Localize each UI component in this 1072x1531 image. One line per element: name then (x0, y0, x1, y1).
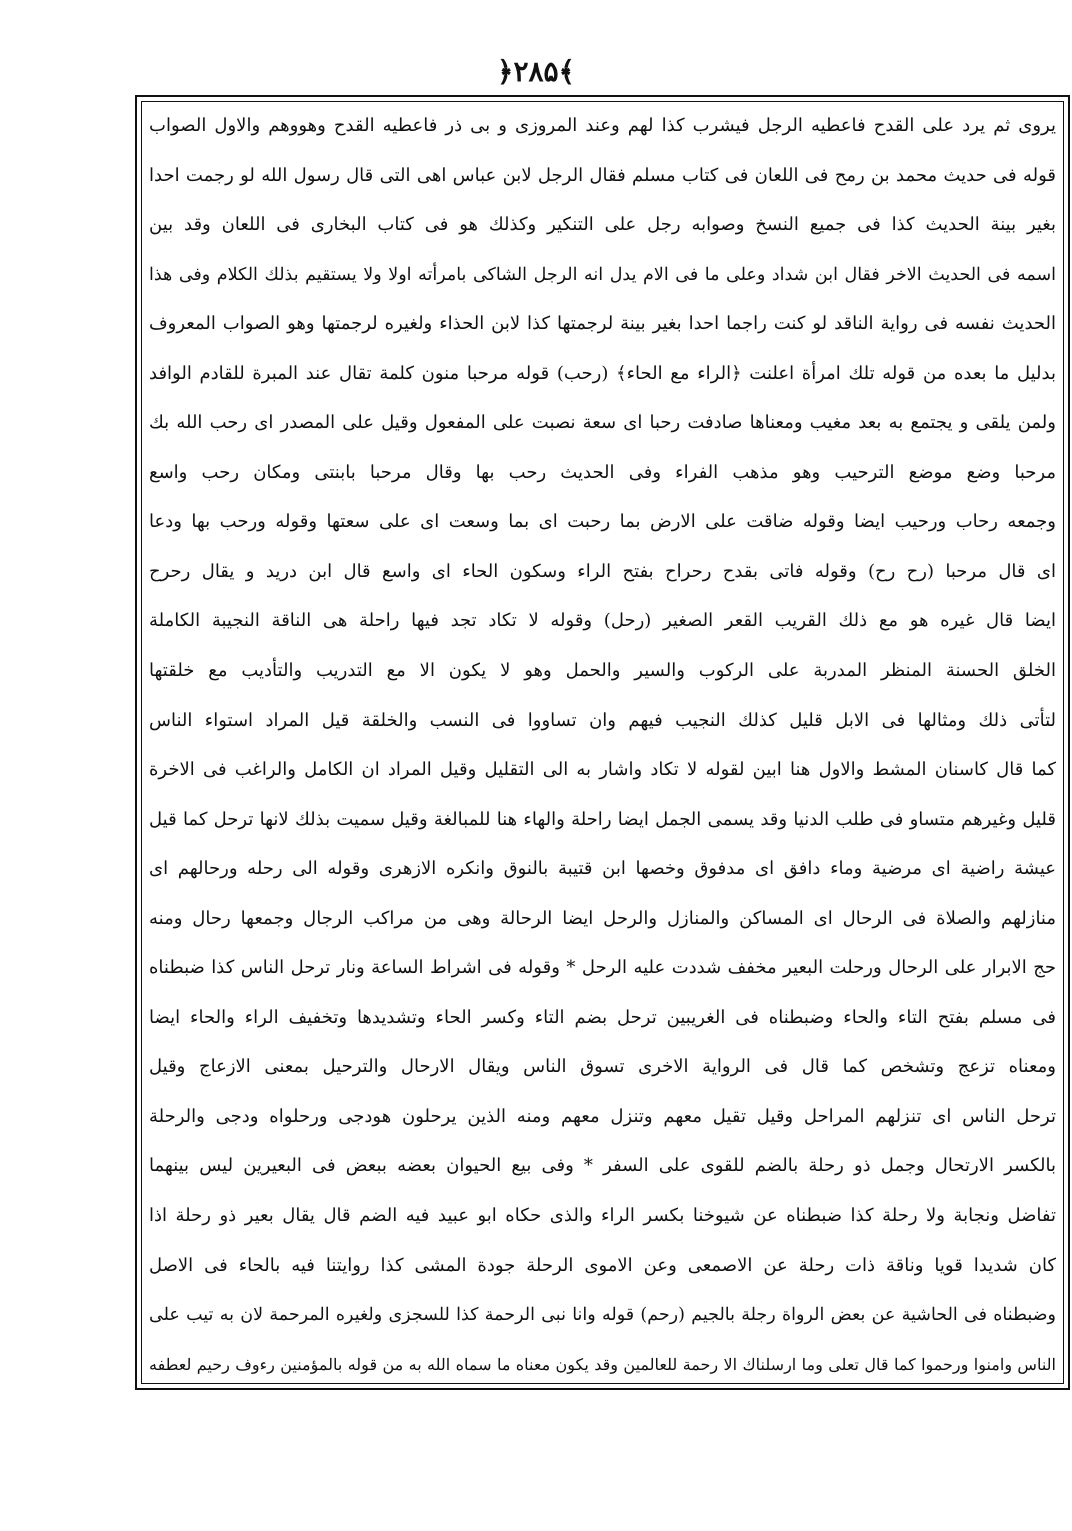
text-line: الخلق الحسنة المنظر المدربة على الركوب والسير والحمل وهو لا يكون الا مع التدريب والتأديب مع خلقتها (149, 660, 1056, 682)
text-line: كان شديدا قويا وناقة ذات رحلة عن الاصمعى وعن الاموى الرحلة جودة المشى كذا روايتنا فيه بالحاء فى الاصل (149, 1254, 1056, 1276)
text-line: الحديث نفسه فى رواية الناقد لو كنت راجما احدا بغير بينة لرجمتها كذا لابن الحذاء ولغيره لرجمتها وهو الصواب المعروف (149, 313, 1056, 335)
text-line: اسمه فى الحديث الاخر فقال ابن شداد وعلى ما فى الام يدل انه الرجل الشاكى بامرأته اولا ولا يستقيم بذلك الكلام وفى هذا (149, 264, 1056, 285)
text-line: قوله فى حديث محمد بن رمح فى اللعان فى كتاب مسلم فقال الرجل لابن عباس اهى التى قال رسول الله لو رجمت احدا (149, 164, 1056, 186)
text-line: بغير بينة الحديث كذا فى جميع النسخ وصوابه رجل على التنكير وكذلك هو فى كتاب البخارى فى اللعان وقد بين (149, 214, 1056, 236)
text-line: قليل وغيرهم متساو فى طلب الدنيا وقد يسمى الجمل ايضا راحلة والهاء هنا للمبالغة وقيل سميت بذلك لانها ترحل كما قيل (149, 808, 1056, 830)
text-line: حج الابرار على الرحال ورحلت البعير مخفف شددت عليه الرحل * وقوله فى اشراط الساعة ونار ترحل الناس كذا ضبطناه (149, 957, 1056, 979)
text-line: تفاضل ونجابة ولا رحلة كذا ضبطناه عن شيوخنا بكسر الراء والذى حكاه ابو عبيد فيه الضم قال يقال بعير ذو رحلة اذا (149, 1205, 1056, 1227)
text-line: منازلهم والصلاة فى الرحال اى المساكن والمنازل والرحل ايضا الرحالة وهى من مراكب الرجال وجمعها رحال ومنه (149, 907, 1056, 929)
text-line: وجمعه رحاب ورحيب ايضا وقوله ضاقت على الارض بما رحبت اى بما وسعت اى على سعتها وقوله ورحب بها ودعا (149, 511, 1056, 533)
text-line: مرحبا وضع موضع الترحيب وهو مذهب الفراء وفى الحديث رحب بها وقال مرحبا بابنتى ومكان رحب واسع (149, 461, 1056, 483)
text-line: لتأتى ذلك ومثالها فى الابل قليل كذلك النجيب فيهم وان تساووا فى النسب والخلقة قيل المراد استواء الناس (149, 709, 1056, 731)
text-frame (135, 95, 1070, 1390)
text-line: ومعناه تزعج وتشخص كما قال فى الرواية الاخرى تسوق الناس ويقال الارحال والترحيل بمعنى الازعاج وقيل (149, 1056, 1056, 1078)
text-line: عيشة راضية اى مرضية وماء دافق اى مدفوق وخصها ابن قتيبة بالنوق وانكره الازهرى وقوله الى رحله ورحالهم اى (149, 858, 1056, 880)
text-line: ايضا قال غيره هو مع ذلك القريب القعر الصغير (رحل) وقوله لا تكاد تجد فيها راحلة هى الناقة النجيبة الكاملة (149, 610, 1056, 632)
text-line: ولمن يلقى و يجتمع به بعد مغيب ومعناها صادفت رحبا اى سعة نصبت على المفعول وقيل على المصدر اى رحب الله بك (149, 412, 1056, 434)
text-line: يروى ثم يرد على القدح فاعطيه الرجل فيشرب كذا لهم وعند المروزى و بى ذر فاعطيه القدح وهووهم والاول الصواب (149, 115, 1056, 136)
text-line: الناس وامنوا ورحموا كما قال تعلى وما ارسلناك الا رحمة للعالمين وقد يكون معناه ما سماه الله به من قوله بالمؤمنين رءوف رحيم لعطفه (149, 1354, 1056, 1374)
text-line: كما قال كاسنان المشط والاول هنا ابين لقوله لا تكاد واشار به الى التقليل وقيل المراد ان الكامل والراغب فى الاخرة (149, 759, 1056, 781)
page-number: ﴿۲۸۵﴾ (497, 55, 575, 88)
text-line: بالكسر الارتحال وجمل ذو رحلة بالضم للقوى على السفر * وفى بيع الحيوان بعضه ببعض فى البعيرين ليس بينهما (149, 1155, 1056, 1177)
text-body (149, 111, 1056, 1380)
text-line: اى قال مرحبا (رح رح) وقوله فاتى بقدح رحراح بفتح الراء وسكون الحاء اى واسع قال ابن دريد و يقال رحرح (149, 560, 1056, 582)
text-line: وضبطناه فى الحاشية عن بعض الرواة رجلة بالجيم (رحم) قوله وانا نبى الرحمة كذا للسجزى ولغيره المرحمة لان به تيب على (149, 1305, 1056, 1326)
text-line: بدليل ما بعده من قوله تلك امرأة اعلنت ﴿الراء مع الحاء﴾ (رحب) قوله مرحبا منون كلمة تقال عند المبرة للقادم الوافد (149, 362, 1056, 384)
text-line: فى مسلم بفتح التاء والحاء وضبطناه فى الغريبين ترحل بضم التاء وكسر الحاء وتشديدها وتخفيف الراء والحاء ايضا (149, 1006, 1056, 1028)
text-line: ترحل الناس اى تنزلهم المراحل وقيل تقيل معهم وتنزل معهم ومنه الذين يرحلون هودجى ورحلواه ودجى والرحلة (149, 1105, 1056, 1127)
